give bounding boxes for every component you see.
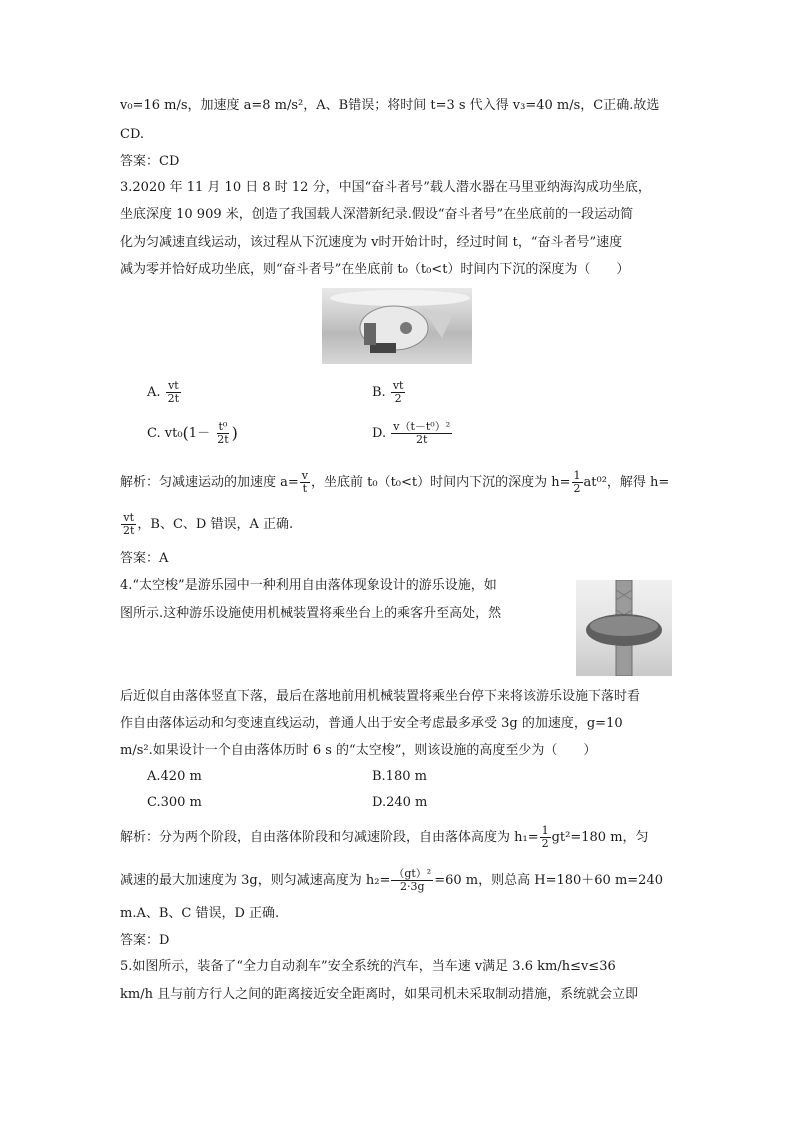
option-a: A. $\frac{vt}{2t}$ [147, 379, 180, 405]
option-b: B.180 m [372, 769, 427, 784]
question-3-line: 3.2020 年 11 月 10 日 8 时 12 分，中国“奋斗者号”载人潜水器在马里亚纳海沟成功坐底， [120, 180, 651, 195]
drop-tower-photo [576, 580, 672, 676]
drop-tower-icon [576, 580, 672, 676]
option-b: B. $\frac{vt}{2}$ [372, 379, 404, 405]
question-3-line: 化为匀减速直线运动，该过程从下沉速度为 v时开始计时，经过时间 t，“奋斗者号”速度 [120, 235, 623, 250]
solution-line: $\frac{vt}{2t}$ ，B、C、D 错误，A 正确. [123, 511, 294, 537]
question-4-line: 后近似自由落体竖直下落，最后在落地前用机械装置将乘坐台停下来将该游乐设施下落时看 [120, 689, 641, 704]
question-3-line: 减为零并恰好成功坐底，则“奋斗者号”在坐底前 t₀（t₀<t）时间内下沉的深度为（ ） [120, 262, 630, 277]
option-c: C. vt₀(1－ $\frac{\text{t⁰}}{2t}$ ) [147, 420, 238, 446]
solution-line: m.A、B、C 错误，D 正确. [120, 906, 280, 921]
answer-label: 答案：D [120, 933, 170, 948]
question-5-line: 5.如图所示，装备了“全力自动刹车”安全系统的汽车，当车速 v满足 3.6 km/h≤v≤36 [120, 959, 616, 974]
solution-line: 解析：匀减速运动的加速度 a= $\frac{v}{t}$ ，坐底前 t₀（t₀<t）时间内下沉的深度为 h= $\frac{1}{2}$ at⁰²，解得 h= [120, 469, 670, 495]
option-c: C.300 m [147, 795, 202, 810]
text-line: v₀=16 m/s，加速度 a=8 m/s²，A、B错误；将时间 t=3 s 代入得 v₃=40 m/s，C正确.故选 [120, 98, 660, 113]
option-d: D.240 m [372, 795, 428, 810]
question-4-line: 4.“太空梭”是游乐园中一种利用自由落体现象设计的游乐设施，如 [120, 578, 497, 593]
solution-line: 减速的最大加速度为 3g，则匀减速高度为 h₂= $\frac{\text{（gt）²}}{2\cdot 3g}$ =60 m，则总高 H=180＋60 m=240 [120, 867, 663, 893]
solution-line: 解析：分为两个阶段，自由落体阶段和匀减速阶段，自由落体高度为 h₁= $\frac{1}{2}$ gt²=180 m，匀 [120, 824, 649, 850]
submersible-photo [322, 288, 472, 364]
submersible-icon [322, 288, 472, 364]
text-line: CD. [120, 127, 145, 142]
question-5-line: km/h 且与前方行人之间的距离接近安全距离时，如果司机未采取制动措施，系统就会立即 [120, 987, 639, 1002]
option-a: A.420 m [147, 769, 202, 784]
question-4-line: 图所示.这种游乐设施使用机械装置将乘坐台上的乘客升至高处，然 [120, 606, 502, 621]
question-3-line: 坐底深度 10 909 米，创造了我国载人深潜新纪录.假设“奋斗者号”在坐底前的一段运动简 [120, 207, 634, 222]
question-4-line: m/s².如果设计一个自由落体历时 6 s 的“太空梭”，则该设施的高度至少为（ ） [120, 743, 597, 758]
answer-label: 答案：A [120, 551, 169, 566]
answer-label: 答案：CD [120, 154, 180, 169]
option-d: D. $\frac{\text{v（t－t⁰）²}}{2t}$ [372, 420, 451, 446]
question-4-line: 作自由落体运动和匀变速直线运动，普通人出于安全考虑最多承受 3g 的加速度，g=10 [120, 716, 623, 731]
